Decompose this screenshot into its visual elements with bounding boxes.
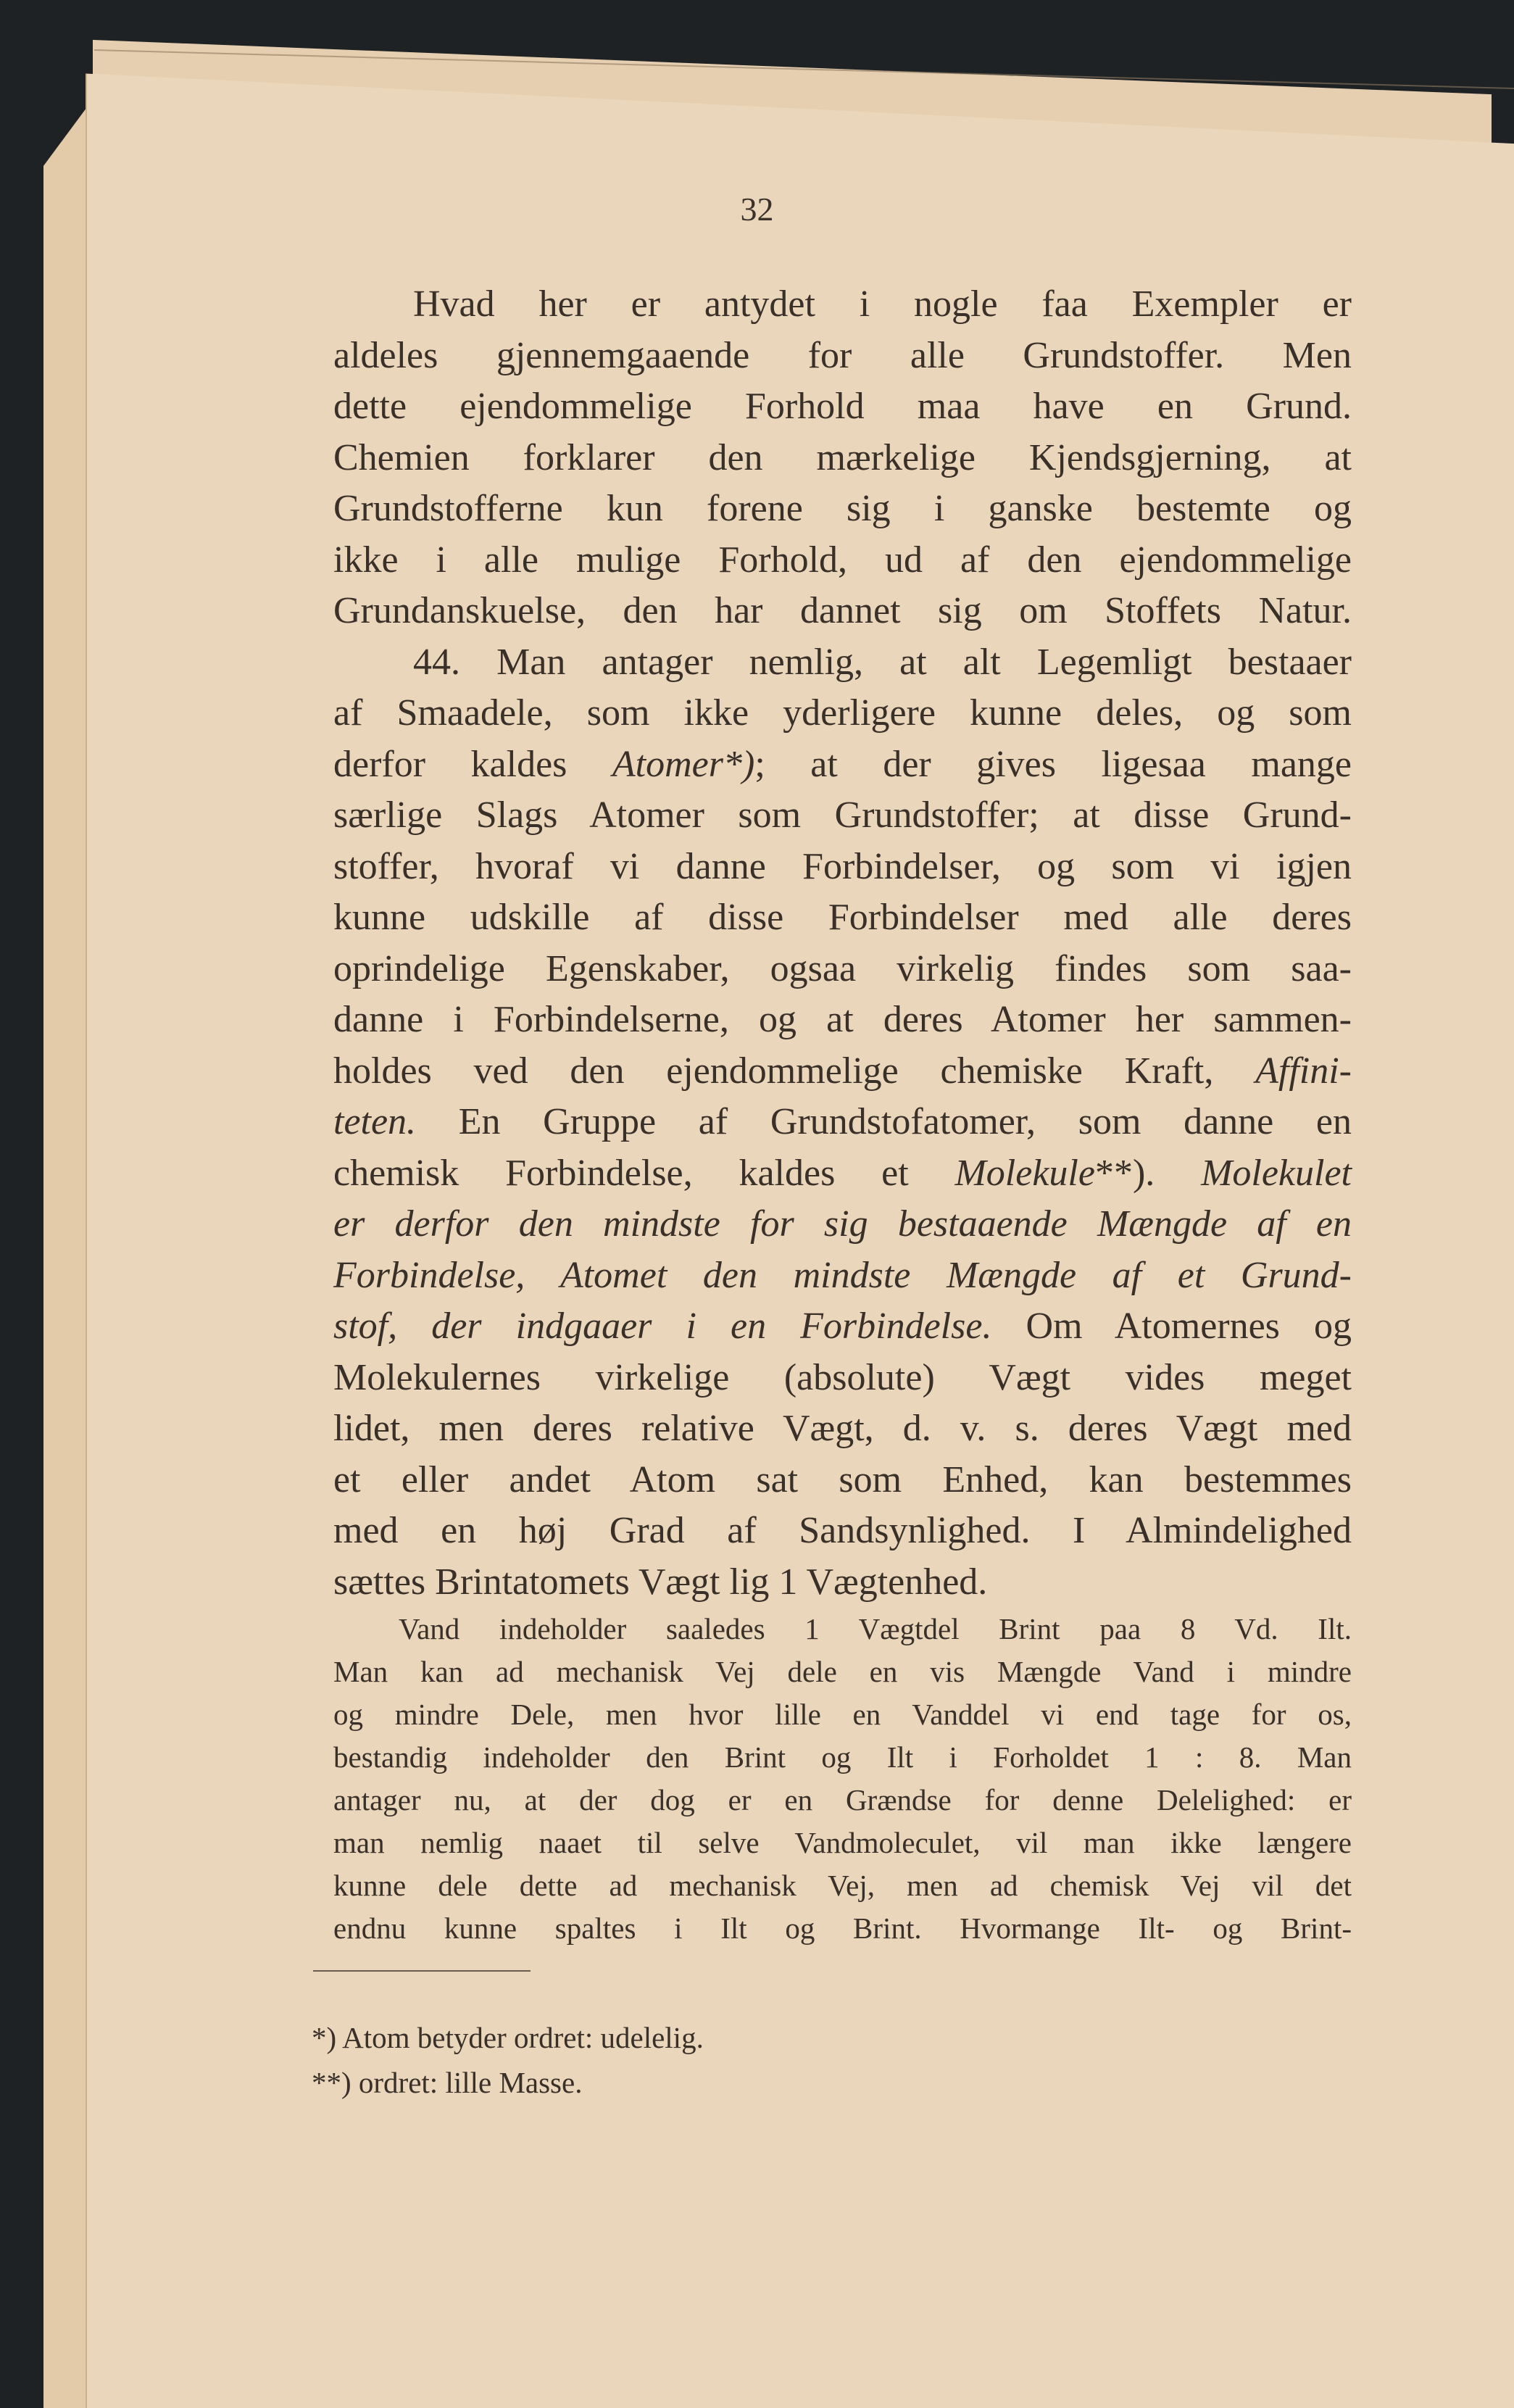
text-segment: holdes ved den ejendommelige chemiske Kraft,: [333, 1050, 1256, 1092]
text-segment: Grundanskuelse, den har dannet sig om Stoffets Natur.: [333, 590, 1352, 631]
text-segment: med en høj Grad af Sandsynlighed. I Almindelighed: [333, 1510, 1352, 1551]
text-line: [333, 279, 1352, 331]
text-segment: oprindelige Egenskaber, ogsaa virkelig findes som saa-: [333, 947, 1352, 989]
text-segment: **).: [1094, 1152, 1202, 1194]
text-line: [333, 995, 1352, 1046]
text-line: [333, 331, 1352, 382]
page-number: 32: [740, 191, 774, 228]
text-segment: Grundstofferne kun forene sig i ganske bestemte og: [333, 488, 1352, 529]
italic-text: er derfor den mindste for sig bestaaende Mængde af en: [333, 1203, 1352, 1245]
footnote-divider: [313, 1970, 531, 1972]
text-line: [333, 1353, 1352, 1404]
text-segment: stoffer, hvoraf vi danne Forbindelser, og som vi igjen: [333, 845, 1352, 887]
main-paragraphs: [333, 279, 1352, 1608]
text-segment: derfor kaldes: [333, 743, 612, 785]
note-line: man nemlig naaet til selve Vandmoleculet, vil man ikke længere: [333, 1826, 1352, 1859]
text-segment: chemisk Forbindelse, kaldes et: [333, 1152, 955, 1194]
text-segment: aldeles gjennemgaaende for alle Grundstoffer. Men: [333, 334, 1352, 376]
italic-text: teten.: [333, 1101, 417, 1142]
text-segment: ikke i alle mulige Forhold, ud af den ejendommelige: [333, 539, 1352, 581]
text-segment: ; at der gives ligesaa mange: [754, 743, 1352, 785]
text-segment: Om Atomernes og: [991, 1305, 1352, 1347]
text-segment: et eller andet Atom sat som Enhed, kan bestemmes: [333, 1458, 1352, 1500]
text-line: [333, 433, 1352, 484]
text-line: [333, 381, 1352, 433]
text-line: [333, 1455, 1352, 1506]
text-segment: Molekulernes virkelige (absolute) Vægt vides meget: [333, 1356, 1352, 1398]
italic-text: Atomer*): [612, 743, 755, 785]
note-line: endnu kunne spaltes i Ilt og Brint. Hvormange Ilt- og Brint-: [333, 1911, 1352, 1945]
text-line: [333, 535, 1352, 586]
text-line: [333, 739, 1352, 791]
italic-text: Molekulet: [1201, 1152, 1352, 1194]
text-line: [333, 1199, 1352, 1250]
footnotes: [312, 2015, 704, 2105]
text-segment: danne i Forbindelserne, og at deres Atomer her sammen-: [333, 999, 1352, 1040]
note-line: antager nu, at der dog er en Grændse for denne Delelighed: er: [333, 1783, 1352, 1817]
italic-text: Affini-: [1255, 1050, 1352, 1092]
note-line: bestandig indeholder den Brint og Ilt i Forholdet 1 : 8. Man: [333, 1740, 1352, 1774]
text-line: [333, 1403, 1352, 1455]
text-segment: særlige Slags Atomer som Grundstoffer; at disse Grund-: [333, 794, 1352, 836]
note-line: Man kan ad mechanisk Vej dele en vis Mængde Vand i mindre: [333, 1655, 1352, 1688]
text-line: [333, 637, 1352, 689]
note-line: kunne dele dette ad mechanisk Vej, men ad chemisk Vej vil det: [333, 1869, 1352, 1902]
text-line: [333, 1046, 1352, 1097]
text-line: [333, 944, 1352, 995]
text-segment: sættes Brintatomets Vægt lig 1 Vægtenhed.: [333, 1561, 988, 1603]
note-line: Vand indeholder saaledes 1 Vægtdel Brint paa 8 Vd. Ilt.: [399, 1612, 1352, 1645]
text-segment: dette ejendommelige Forhold maa have en Grund.: [333, 386, 1352, 427]
small-print-note: [333, 1608, 1352, 1950]
text-segment: Chemien forklarer den mærkelige Kjendsgjerning, at: [333, 436, 1352, 478]
italic-text: Molekule: [954, 1152, 1095, 1194]
text-line: [333, 688, 1352, 739]
text-line: [333, 1250, 1352, 1302]
note-line: og mindre Dele, men hvor lille en Vanddel vi end tage for os,: [333, 1698, 1352, 1731]
text-segment: af Smaadele, som ikke yderligere kunne deles, og som: [333, 692, 1352, 734]
text-line: [333, 1097, 1352, 1148]
italic-text: Forbindelse, Atomet den mindste Mængde af et Grund-: [333, 1254, 1352, 1296]
text-line: [333, 892, 1352, 944]
text-segment: 44. Man antager nemlig, at alt Legemligt bestaaer: [413, 641, 1352, 683]
body-text: [333, 279, 1352, 1950]
text-line: [333, 483, 1352, 535]
text-segment: lidet, men deres relative Vægt, d. v. s. deres Vægt med: [333, 1408, 1352, 1449]
text-line: [333, 842, 1352, 893]
footnote-2: **) ordret: lille Masse.: [312, 2066, 583, 2099]
text-line: [333, 1148, 1352, 1200]
text-line: [333, 1301, 1352, 1353]
text-segment: En Gruppe af Grundstofatomer, som danne en: [416, 1101, 1352, 1142]
text-line: [333, 790, 1352, 842]
text-segment: kunne udskille af disse Forbindelser med alle deres: [333, 897, 1352, 938]
text-line: [333, 1506, 1352, 1557]
text-segment: Hvad her er antydet i nogle faa Exempler er: [413, 283, 1352, 325]
footnote-1: *) Atom betyder ordret: udelelig.: [312, 2021, 704, 2054]
text-line: [333, 586, 1352, 637]
italic-text: stof, der indgaaer i en Forbindelse.: [333, 1305, 992, 1347]
text-line: [333, 1557, 1352, 1608]
